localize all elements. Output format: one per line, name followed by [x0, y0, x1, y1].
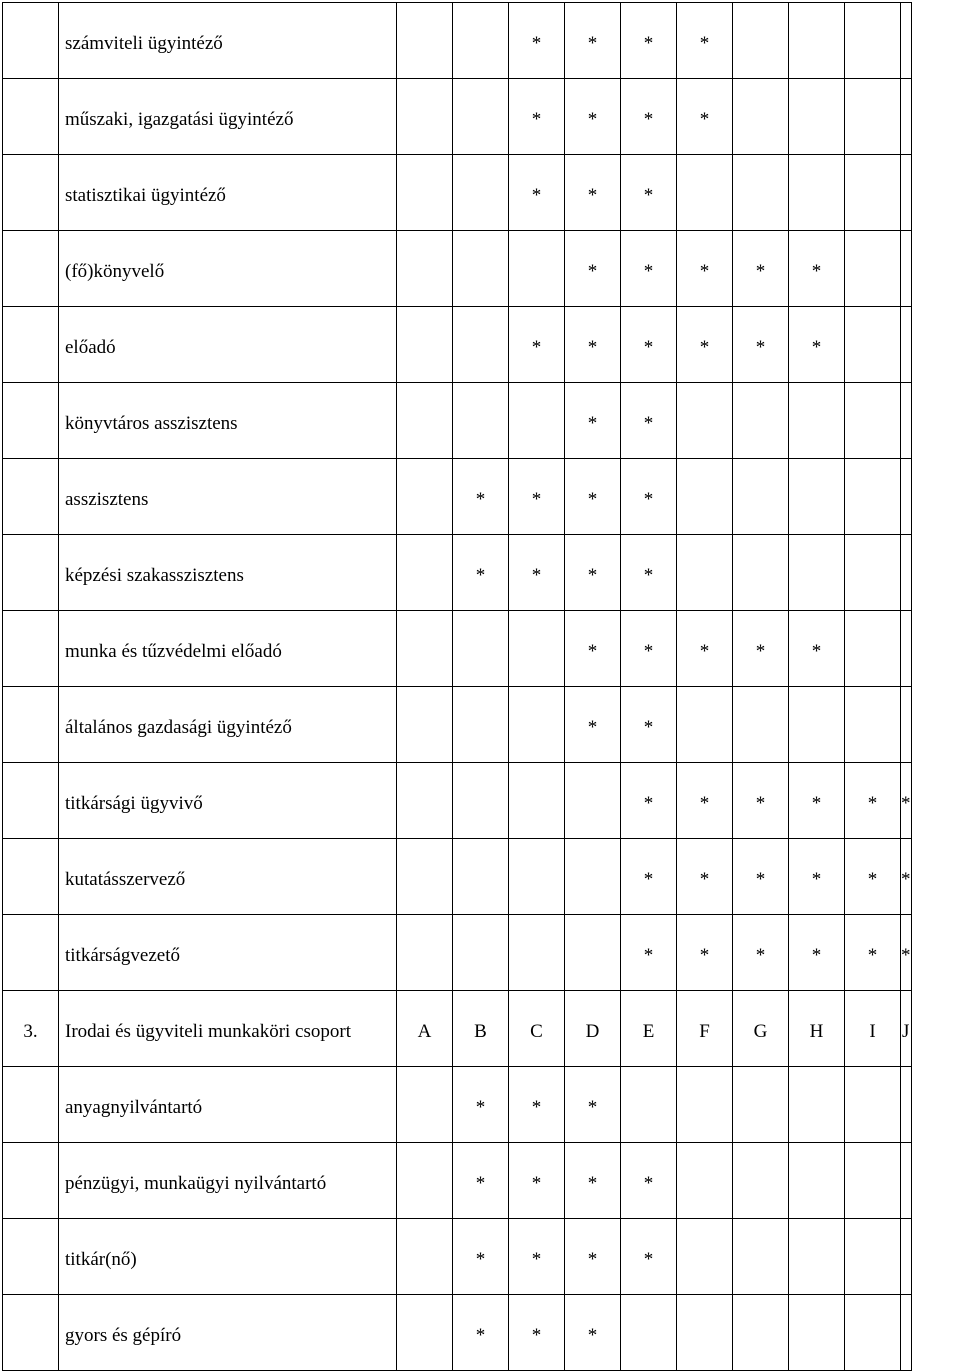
- grade-mark-cell: *: [621, 79, 677, 155]
- table-row: [3, 839, 912, 915]
- grade-mark-cell: [789, 1219, 845, 1295]
- grade-mark-cell: [733, 459, 789, 535]
- grade-mark-cell: *: [565, 611, 621, 687]
- grade-mark-cell: [453, 611, 509, 687]
- grade-mark-cell: [901, 231, 912, 307]
- grade-mark-cell: [789, 79, 845, 155]
- job-title-cell: asszisztens: [59, 459, 397, 535]
- grade-mark-cell: [397, 231, 453, 307]
- grade-mark-cell: *: [621, 231, 677, 307]
- grade-mark-cell: *: [565, 459, 621, 535]
- grade-mark-cell: [845, 1067, 901, 1143]
- grade-mark-cell: *: [453, 459, 509, 535]
- grade-mark-cell: *: [565, 307, 621, 383]
- grade-mark-cell: [733, 687, 789, 763]
- grade-mark-cell: [789, 459, 845, 535]
- job-title-cell: előadó: [59, 307, 397, 383]
- grade-mark-cell: [901, 1143, 912, 1219]
- table-row: [3, 307, 912, 383]
- job-title-cell: titkár(nő): [59, 1219, 397, 1295]
- grade-mark-cell: [509, 687, 565, 763]
- grade-mark-cell: [789, 3, 845, 79]
- grade-mark-cell: *: [565, 687, 621, 763]
- grade-mark-cell: [901, 155, 912, 231]
- grade-mark-cell: [845, 1143, 901, 1219]
- row-number-cell: [3, 3, 59, 79]
- grade-mark-cell: *: [453, 1295, 509, 1371]
- grade-mark-cell: *: [565, 1295, 621, 1371]
- row-number-cell: [3, 155, 59, 231]
- grade-header-cell: F: [677, 991, 733, 1067]
- table-row: [3, 3, 912, 79]
- grade-mark-cell: *: [789, 915, 845, 991]
- grade-mark-cell: [733, 1067, 789, 1143]
- grade-mark-cell: *: [565, 1067, 621, 1143]
- grade-mark-cell: [733, 1295, 789, 1371]
- job-title-cell: gyors és gépíró: [59, 1295, 397, 1371]
- grade-mark-cell: [509, 383, 565, 459]
- grade-mark-cell: [397, 611, 453, 687]
- row-number-cell: [3, 1295, 59, 1371]
- grade-mark-cell: [901, 1067, 912, 1143]
- grade-mark-cell: [397, 1143, 453, 1219]
- grade-mark-cell: *: [789, 307, 845, 383]
- job-title-cell: titkárságvezető: [59, 915, 397, 991]
- grade-mark-cell: *: [621, 459, 677, 535]
- grade-mark-cell: *: [901, 915, 912, 991]
- grade-mark-cell: *: [677, 839, 733, 915]
- grade-mark-cell: *: [677, 3, 733, 79]
- grade-mark-cell: *: [901, 763, 912, 839]
- grade-header-cell: H: [789, 991, 845, 1067]
- grade-mark-cell: [845, 459, 901, 535]
- grade-mark-cell: *: [733, 839, 789, 915]
- grade-mark-cell: *: [565, 383, 621, 459]
- grade-mark-cell: *: [509, 155, 565, 231]
- grade-mark-cell: *: [621, 611, 677, 687]
- grade-mark-cell: [453, 915, 509, 991]
- grade-mark-cell: [397, 687, 453, 763]
- job-title-cell: kutatásszervező: [59, 839, 397, 915]
- grade-mark-cell: *: [509, 79, 565, 155]
- grade-mark-cell: *: [565, 155, 621, 231]
- grade-mark-cell: [621, 1067, 677, 1143]
- grade-mark-cell: [733, 3, 789, 79]
- grade-mark-cell: [509, 611, 565, 687]
- grade-mark-cell: [453, 383, 509, 459]
- grade-mark-cell: [901, 459, 912, 535]
- grade-mark-cell: *: [845, 915, 901, 991]
- grade-mark-cell: [565, 839, 621, 915]
- table-row: [3, 915, 912, 991]
- grade-mark-cell: [397, 383, 453, 459]
- grade-mark-cell: [397, 459, 453, 535]
- table-row: [3, 79, 912, 155]
- row-number-cell: [3, 307, 59, 383]
- grade-mark-cell: [845, 535, 901, 611]
- grade-mark-cell: [397, 915, 453, 991]
- job-title-cell: műszaki, igazgatási ügyintéző: [59, 79, 397, 155]
- grade-mark-cell: *: [565, 231, 621, 307]
- grade-mark-cell: [509, 839, 565, 915]
- grade-mark-cell: [677, 687, 733, 763]
- grade-mark-cell: [789, 383, 845, 459]
- table-row: [3, 763, 912, 839]
- grade-mark-cell: *: [565, 1143, 621, 1219]
- row-number-cell: [3, 763, 59, 839]
- grade-mark-cell: [397, 839, 453, 915]
- grade-mark-cell: [677, 459, 733, 535]
- grade-mark-cell: *: [565, 3, 621, 79]
- grade-mark-cell: [397, 1219, 453, 1295]
- grade-mark-cell: *: [733, 231, 789, 307]
- grade-mark-cell: *: [733, 915, 789, 991]
- grade-header-cell: B: [453, 991, 509, 1067]
- table-row: [3, 459, 912, 535]
- grade-mark-cell: *: [845, 839, 901, 915]
- job-title-cell: anyagnyilvántartó: [59, 1067, 397, 1143]
- grade-mark-cell: [565, 915, 621, 991]
- grade-mark-cell: [397, 3, 453, 79]
- grade-mark-cell: *: [453, 1067, 509, 1143]
- grade-mark-cell: *: [621, 307, 677, 383]
- row-number-cell: [3, 383, 59, 459]
- grade-mark-cell: *: [565, 79, 621, 155]
- grade-mark-cell: [677, 1067, 733, 1143]
- grade-mark-cell: [621, 1295, 677, 1371]
- grade-mark-cell: *: [733, 611, 789, 687]
- table-row: [3, 687, 912, 763]
- grade-mark-cell: [565, 763, 621, 839]
- grade-mark-cell: [901, 1219, 912, 1295]
- table-row: [3, 1143, 912, 1219]
- grade-mark-cell: [453, 307, 509, 383]
- grade-mark-cell: *: [845, 763, 901, 839]
- row-number-cell: [3, 839, 59, 915]
- job-title-cell: (fő)könyvelő: [59, 231, 397, 307]
- grade-mark-cell: *: [621, 687, 677, 763]
- job-title-cell: munka és tűzvédelmi előadó: [59, 611, 397, 687]
- grade-mark-cell: *: [677, 763, 733, 839]
- grade-mark-cell: [845, 3, 901, 79]
- grade-mark-cell: *: [509, 459, 565, 535]
- grade-mark-cell: *: [509, 307, 565, 383]
- grade-mark-cell: [677, 1295, 733, 1371]
- grade-mark-cell: *: [453, 1143, 509, 1219]
- grade-mark-cell: [453, 3, 509, 79]
- grade-header-cell: C: [509, 991, 565, 1067]
- grade-mark-cell: *: [677, 611, 733, 687]
- grade-header-cell: I: [845, 991, 901, 1067]
- grade-mark-cell: [845, 155, 901, 231]
- table-row: [3, 611, 912, 687]
- grade-mark-cell: [845, 687, 901, 763]
- row-number-cell: [3, 611, 59, 687]
- grade-mark-cell: *: [621, 839, 677, 915]
- grade-mark-cell: *: [621, 383, 677, 459]
- grade-mark-cell: [845, 611, 901, 687]
- table-row: [3, 1067, 912, 1143]
- row-number-cell: [3, 535, 59, 611]
- grade-mark-cell: [901, 3, 912, 79]
- grade-mark-cell: [789, 535, 845, 611]
- grade-mark-cell: *: [509, 535, 565, 611]
- grade-mark-cell: *: [677, 915, 733, 991]
- grade-mark-cell: [901, 383, 912, 459]
- grade-mark-cell: [509, 763, 565, 839]
- grade-header-cell: D: [565, 991, 621, 1067]
- grade-mark-cell: [789, 1295, 845, 1371]
- grade-mark-cell: [733, 535, 789, 611]
- grade-mark-cell: *: [565, 1219, 621, 1295]
- row-number-cell: 3.: [3, 991, 59, 1067]
- grade-mark-cell: *: [733, 307, 789, 383]
- row-number-cell: [3, 231, 59, 307]
- grade-header-cell: G: [733, 991, 789, 1067]
- grade-mark-cell: [789, 155, 845, 231]
- grade-mark-cell: [845, 383, 901, 459]
- table-row: [3, 155, 912, 231]
- grade-mark-cell: *: [621, 1219, 677, 1295]
- grade-mark-cell: *: [509, 1143, 565, 1219]
- grade-header-cell: E: [621, 991, 677, 1067]
- table-row: [3, 231, 912, 307]
- grade-mark-cell: [453, 763, 509, 839]
- grade-mark-cell: *: [621, 1143, 677, 1219]
- grade-mark-cell: [845, 79, 901, 155]
- grade-mark-cell: [845, 231, 901, 307]
- grade-mark-cell: *: [789, 839, 845, 915]
- grade-mark-cell: *: [509, 3, 565, 79]
- grade-mark-cell: [397, 535, 453, 611]
- grade-mark-cell: [509, 231, 565, 307]
- grade-mark-cell: [845, 1219, 901, 1295]
- grade-mark-cell: [397, 155, 453, 231]
- grade-mark-cell: [677, 155, 733, 231]
- row-number-cell: [3, 79, 59, 155]
- job-title-cell: általános gazdasági ügyintéző: [59, 687, 397, 763]
- grade-mark-cell: [733, 383, 789, 459]
- job-title-cell: számviteli ügyintéző: [59, 3, 397, 79]
- grade-mark-cell: [845, 307, 901, 383]
- row-number-cell: [3, 459, 59, 535]
- grade-mark-cell: *: [621, 155, 677, 231]
- grade-mark-cell: *: [509, 1067, 565, 1143]
- grade-mark-cell: [901, 535, 912, 611]
- job-title-cell: képzési szakasszisztens: [59, 535, 397, 611]
- job-title-cell: könyvtáros asszisztens: [59, 383, 397, 459]
- grade-mark-cell: *: [789, 611, 845, 687]
- grade-mark-cell: [453, 231, 509, 307]
- grade-mark-cell: [397, 79, 453, 155]
- table-body: [3, 3, 912, 1371]
- grade-mark-cell: [845, 1295, 901, 1371]
- row-number-cell: [3, 1143, 59, 1219]
- grade-mark-cell: [733, 155, 789, 231]
- job-title-cell: statisztikai ügyintéző: [59, 155, 397, 231]
- job-classification-table: [2, 2, 912, 1371]
- grade-mark-cell: [901, 611, 912, 687]
- grade-mark-cell: *: [677, 231, 733, 307]
- grade-mark-cell: [397, 763, 453, 839]
- group-title-cell: Irodai és ügyviteli munkaköri csoport: [59, 991, 397, 1067]
- grade-mark-cell: [901, 307, 912, 383]
- grade-mark-cell: [509, 915, 565, 991]
- row-number-cell: [3, 1067, 59, 1143]
- grade-mark-cell: *: [565, 535, 621, 611]
- grade-mark-cell: [733, 1219, 789, 1295]
- grade-mark-cell: [901, 687, 912, 763]
- grade-mark-cell: [397, 1295, 453, 1371]
- row-number-cell: [3, 915, 59, 991]
- grade-mark-cell: [677, 1219, 733, 1295]
- grade-mark-cell: *: [621, 915, 677, 991]
- grade-mark-cell: [453, 155, 509, 231]
- grade-mark-cell: [453, 687, 509, 763]
- grade-mark-cell: [789, 687, 845, 763]
- grade-mark-cell: *: [509, 1219, 565, 1295]
- grade-mark-cell: *: [789, 231, 845, 307]
- table-row: [3, 535, 912, 611]
- grade-mark-cell: [677, 383, 733, 459]
- table-row: [3, 1295, 912, 1371]
- grade-header-cell: J: [901, 991, 912, 1067]
- grade-mark-cell: [677, 1143, 733, 1219]
- grade-mark-cell: [789, 1143, 845, 1219]
- grade-mark-cell: [733, 79, 789, 155]
- row-number-cell: [3, 1219, 59, 1295]
- grade-mark-cell: [733, 1143, 789, 1219]
- grade-mark-cell: *: [677, 307, 733, 383]
- grade-mark-cell: *: [621, 3, 677, 79]
- group-header-row: [3, 991, 912, 1067]
- grade-header-cell: A: [397, 991, 453, 1067]
- grade-mark-cell: [397, 1067, 453, 1143]
- job-title-cell: pénzügyi, munkaügyi nyilvántartó: [59, 1143, 397, 1219]
- grade-mark-cell: [677, 535, 733, 611]
- grade-mark-cell: *: [621, 535, 677, 611]
- grade-mark-cell: [453, 79, 509, 155]
- table-row: [3, 383, 912, 459]
- grade-mark-cell: *: [509, 1295, 565, 1371]
- grade-mark-cell: *: [677, 79, 733, 155]
- grade-mark-cell: *: [453, 535, 509, 611]
- grade-mark-cell: *: [621, 763, 677, 839]
- table-row: [3, 1219, 912, 1295]
- grade-mark-cell: [397, 307, 453, 383]
- grade-mark-cell: *: [789, 763, 845, 839]
- grade-mark-cell: [789, 1067, 845, 1143]
- grade-mark-cell: [901, 1295, 912, 1371]
- grade-mark-cell: *: [453, 1219, 509, 1295]
- grade-mark-cell: [453, 839, 509, 915]
- grade-mark-cell: *: [901, 839, 912, 915]
- grade-mark-cell: [901, 79, 912, 155]
- job-title-cell: titkársági ügyvivő: [59, 763, 397, 839]
- row-number-cell: [3, 687, 59, 763]
- grade-mark-cell: *: [733, 763, 789, 839]
